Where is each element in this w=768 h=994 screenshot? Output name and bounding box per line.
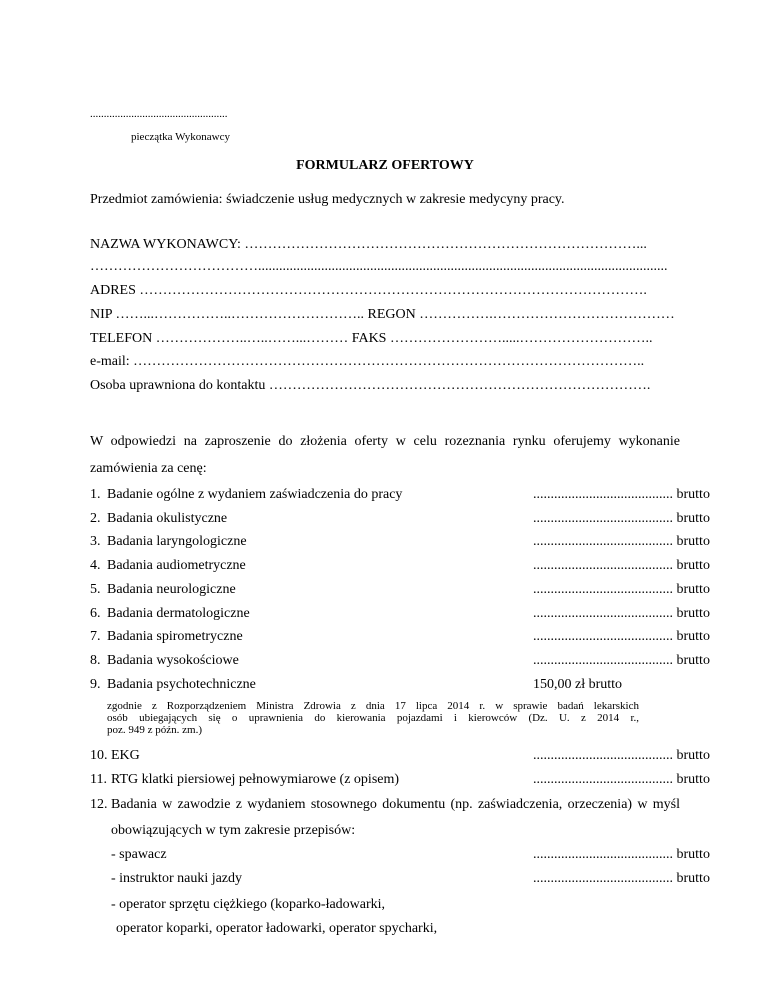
item-number: 5. — [90, 582, 101, 597]
item-price: ........................................ brutto — [533, 606, 710, 621]
item-label: Badania spirometryczne — [107, 629, 243, 644]
contact-person-field: Osoba uprawniona do kontaktu ………………………………………………………………………. — [90, 378, 651, 393]
item-12-line-2: obowiązujących w tym zakresie przepisów: — [111, 823, 356, 838]
item-number: 6. — [90, 606, 101, 621]
item-number: 3. — [90, 534, 101, 549]
price-item — [90, 605, 710, 623]
intro-line-1: W odpowiedzi na zaproszenie do złożenia oferty w celu rozeznania rynku oferujemy wykonanie — [90, 434, 680, 449]
item-price: ........................................ brutto — [533, 558, 710, 573]
note-line: zgodnie z Rozporządzeniem Ministra Zdrowia z dnia 17 lipca 2014 r. w sprawie badań lekarskich — [107, 700, 639, 712]
item-price: 150,00 zł brutto — [533, 677, 623, 692]
item-label: Badania wysokościowe — [107, 653, 239, 668]
price-item — [90, 581, 710, 599]
price-item — [90, 486, 710, 504]
price-item — [90, 510, 710, 528]
item-label: EKG — [111, 748, 140, 763]
operator-line-2: operator koparki, operator ładowarki, operator spycharki, — [116, 921, 438, 936]
profession-price: ........................................ brutto — [533, 871, 710, 886]
intro-line-2: zamówienia za cenę: — [90, 461, 207, 476]
profession-label: - spawacz — [111, 847, 167, 862]
item-label: Badania neurologiczne — [107, 582, 236, 597]
item-label: Badania audiometryczne — [107, 558, 246, 573]
form-title: FORMULARZ OFERTOWY — [296, 158, 474, 173]
item-price: ........................................ brutto — [533, 772, 710, 787]
price-item — [90, 652, 710, 670]
profession-label: - instruktor nauki jazdy — [111, 871, 243, 886]
profession-item — [90, 846, 710, 864]
item-label: Badania dermatologiczne — [107, 606, 250, 621]
price-item — [90, 676, 680, 694]
operator-line-1: - operator sprzętu ciężkiego (koparko-ładowarki, — [111, 897, 386, 912]
stamp-label: pieczątka Wykonawcy — [131, 131, 231, 143]
item-number: 10. — [90, 748, 108, 763]
item-price: ........................................ brutto — [533, 653, 710, 668]
item-label: RTG klatki piersiowej pełnowymiarowe (z opisem) — [111, 772, 400, 787]
item-label: Badania okulistyczne — [107, 511, 228, 526]
nip-regon-field: NIP ……...……………..……………………….. REGON …………….………………………………… — [90, 307, 675, 322]
profession-item — [90, 870, 710, 888]
item-label: Badania psychotechniczne — [107, 677, 256, 692]
note-line: poz. 949 z późn. zm.) — [107, 724, 202, 736]
price-item — [90, 628, 710, 646]
item-price: ........................................ brutto — [533, 582, 710, 597]
item-price: ........................................ brutto — [533, 629, 710, 644]
profession-price: ........................................ brutto — [533, 847, 710, 862]
item-label: Badania laryngologiczne — [107, 534, 247, 549]
price-item — [90, 747, 710, 765]
item-price: ........................................ brutto — [533, 748, 710, 763]
contractor-name-continuation: ………………………………..................................................................................................................... — [90, 259, 668, 274]
price-item — [90, 771, 710, 789]
contractor-name-field: NAZWA WYKONAWCY: …………………………………………………………………………... — [90, 237, 647, 252]
item-number: 11. — [90, 772, 107, 787]
item-number: 2. — [90, 511, 101, 526]
item-label: Badanie ogólne z wydaniem zaświadczenia do pracy — [107, 487, 403, 502]
item-price: ........................................ brutto — [533, 511, 710, 526]
item-12-number: 12. — [90, 797, 108, 812]
order-subject: Przedmiot zamówienia: świadczenie usług medycznych w zakresie medycyny pracy. — [90, 192, 565, 207]
item-number: 4. — [90, 558, 101, 573]
price-item — [90, 557, 710, 575]
phone-fax-field: TELEFON ………………..…..……...……… FAKS …………………….....……………………….. — [90, 331, 653, 346]
item-number: 8. — [90, 653, 101, 668]
stamp-dots: .................................................. — [90, 108, 228, 120]
price-item — [90, 533, 710, 551]
item-price: ........................................ brutto — [533, 487, 710, 502]
item-number: 9. — [90, 677, 101, 692]
item-number: 7. — [90, 629, 101, 644]
item-12-line-1: Badania w zawodzie z wydaniem stosownego dokumentu (np. zaświadczenia, orzeczenia) w myśl — [111, 797, 680, 812]
email-field: e-mail: ……………………………………………………………………………………………….. — [90, 354, 645, 369]
address-field: ADRES ………………………………………………………………………………………………. — [90, 283, 647, 298]
item-number: 1. — [90, 487, 101, 502]
regulation-note — [107, 700, 639, 736]
item-price: ........................................ brutto — [533, 534, 710, 549]
note-line: osób ubiegających się o uprawnienia do kierowania pojazdami i kierowców (Dz. U. z 2014 r., — [107, 712, 639, 724]
